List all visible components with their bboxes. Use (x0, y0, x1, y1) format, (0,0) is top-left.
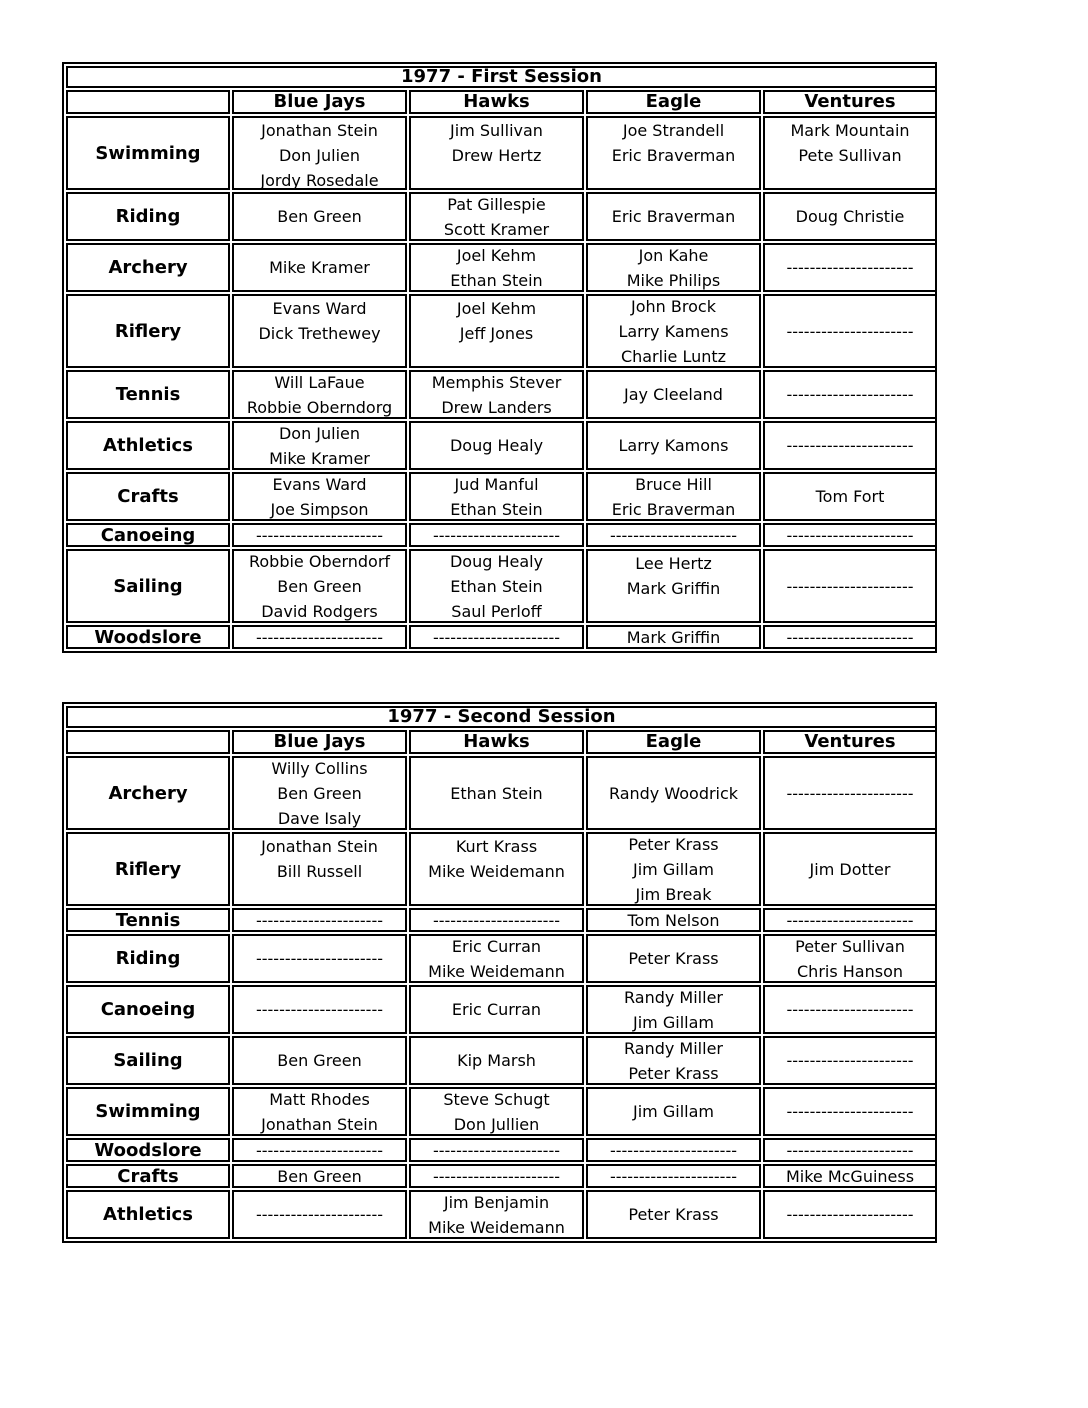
first-session-table (62, 62, 937, 653)
camper-name: Ben Green (277, 783, 362, 803)
roster-cell (232, 1138, 407, 1162)
camper-name: ---------------------- (432, 627, 560, 647)
roster-cell (763, 985, 937, 1034)
camper-name: Joe Strandell (622, 121, 725, 140)
roster-cell (763, 1138, 937, 1162)
roster-cell (409, 756, 584, 830)
header-blank-cell (66, 90, 230, 114)
roster-cell (763, 243, 937, 292)
column-header: Ventures (763, 90, 937, 114)
camper-name: ---------------------- (786, 1051, 914, 1070)
camper-name: ---------------------- (432, 1140, 560, 1160)
roster-cell (586, 116, 761, 190)
column-header: Hawks (409, 90, 584, 114)
roster-cell (232, 908, 407, 932)
camper-name: Joe Simpson (270, 499, 369, 519)
session-title: 1977 - Second Session (66, 706, 937, 728)
roster-cell (409, 294, 584, 368)
camper-name: Ethan Stein (450, 783, 543, 803)
camper-name: Jim Gillam (633, 1012, 714, 1032)
camper-name: Joel Kehm (456, 245, 537, 265)
roster-cell (409, 908, 584, 932)
camper-name: Jonathan Stein (261, 837, 378, 856)
camper-name: Eric Braverman (611, 207, 736, 226)
camper-name: ---------------------- (255, 525, 383, 545)
activity-label: Tennis (66, 370, 230, 419)
camper-name: Eric Curran (451, 936, 542, 956)
roster-cell (586, 756, 761, 830)
activity-label: Tennis (66, 908, 230, 932)
roster-cell (586, 832, 761, 906)
camper-name: Matt Rhodes (269, 1089, 370, 1109)
camper-name: Jim Break (635, 884, 712, 904)
roster-cell (232, 832, 407, 906)
roster-cell (232, 243, 407, 292)
camper-name: ---------------------- (786, 321, 914, 341)
roster-cell (763, 1036, 937, 1085)
activity-label: Canoeing (66, 523, 230, 547)
camper-name: Drew Landers (441, 397, 552, 417)
roster-cell (232, 192, 407, 241)
camper-name: Joel Kehm (456, 299, 537, 318)
camper-name: Dave Isaly (277, 808, 362, 828)
camper-name: Peter Krass (628, 834, 719, 854)
camper-name: Ben Green (277, 207, 362, 226)
camper-name: Doug Healy (449, 551, 544, 571)
roster-cell (409, 1190, 584, 1239)
roster-cell (232, 1036, 407, 1085)
roster-cell (409, 985, 584, 1034)
camper-name: Mark Mountain (790, 121, 910, 140)
activity-label: Canoeing (66, 985, 230, 1034)
roster-cell (586, 523, 761, 547)
activity-label: Woodslore (66, 625, 230, 649)
roster-cell (763, 1164, 937, 1188)
camper-name: ---------------------- (786, 627, 914, 647)
camper-name: ---------------------- (786, 576, 914, 596)
roster-cell (586, 1138, 761, 1162)
camper-name: Eric Braverman (611, 499, 736, 519)
roster-cell (586, 370, 761, 419)
activity-label: Sailing (66, 549, 230, 623)
camper-name: David Rodgers (261, 601, 378, 621)
roster-cell (232, 523, 407, 547)
roster-cell (586, 421, 761, 470)
camper-name: Randy Woodrick (608, 783, 739, 803)
camper-name: Will LaFaue (274, 372, 365, 392)
camper-name: Kurt Krass (455, 837, 538, 856)
roster-cell (586, 192, 761, 241)
roster-cell (586, 1164, 761, 1188)
activity-label: Woodslore (66, 1138, 230, 1162)
activity-label: Riflery (66, 832, 230, 906)
camper-name: Charlie Luntz (620, 346, 727, 366)
camper-name: ---------------------- (255, 1000, 383, 1019)
roster-cell (763, 421, 937, 470)
roster-cell (586, 1036, 761, 1085)
camper-name: ---------------------- (786, 910, 914, 930)
camper-name: Memphis Stever (431, 372, 562, 392)
roster-cell (763, 192, 937, 241)
roster-cell (232, 116, 407, 190)
camper-name: ---------------------- (786, 1000, 914, 1019)
roster-cell (586, 985, 761, 1034)
camper-name: Jon Kahe (638, 245, 709, 265)
camper-name: ---------------------- (255, 627, 383, 647)
camper-name: Steve Schugt (443, 1089, 550, 1109)
camper-name: ---------------------- (786, 258, 914, 277)
camper-name: Kip Marsh (457, 1051, 536, 1070)
camper-name: Don Julien (278, 146, 361, 165)
activity-label: Archery (66, 756, 230, 830)
camper-name: ---------------------- (432, 910, 560, 930)
camper-name: Jay Cleeland (624, 385, 723, 404)
roster-cell (409, 472, 584, 521)
roster-cell (232, 421, 407, 470)
roster-cell (232, 756, 407, 830)
camper-name: Tom Nelson (627, 910, 720, 930)
roster-cell (586, 472, 761, 521)
camper-name: Robbie Oberndorf (248, 551, 391, 571)
roster-cell (586, 1190, 761, 1239)
second-session-table (62, 702, 937, 1243)
roster-cell (763, 1087, 937, 1136)
column-header: Hawks (409, 730, 584, 754)
camper-name: Peter Krass (628, 949, 719, 968)
camper-name: Jonathan Stein (261, 121, 378, 140)
column-header: Eagle (586, 90, 761, 114)
camper-name: ---------------------- (609, 1140, 737, 1160)
camper-name: ---------------------- (255, 910, 383, 930)
camper-name: Pete Sullivan (798, 146, 902, 165)
roster-cell (232, 1190, 407, 1239)
roster-cell (763, 908, 937, 932)
camper-name: ---------------------- (786, 1102, 914, 1121)
camper-name: Drew Hertz (451, 146, 542, 165)
camper-name: ---------------------- (786, 525, 914, 545)
roster-cell (409, 934, 584, 983)
camper-name: ---------------------- (786, 783, 914, 803)
roster-cell (763, 832, 937, 906)
roster-cell (409, 192, 584, 241)
roster-cell (763, 756, 937, 830)
camper-name: Eric Braverman (611, 146, 736, 165)
roster-cell (409, 1036, 584, 1085)
roster-cell (232, 472, 407, 521)
camper-name: ---------------------- (255, 1140, 383, 1160)
camper-name: Eric Curran (451, 1000, 542, 1019)
roster-cell (586, 294, 761, 368)
camper-name: Ethan Stein (450, 499, 543, 519)
roster-cell (409, 421, 584, 470)
roster-cell (763, 549, 937, 623)
camper-name: ---------------------- (609, 1166, 737, 1186)
camper-name: ---------------------- (432, 525, 560, 545)
roster-cell (763, 370, 937, 419)
activity-label: Sailing (66, 1036, 230, 1085)
activity-label: Swimming (66, 116, 230, 190)
camper-name: ---------------------- (255, 949, 383, 968)
activity-label: Crafts (66, 472, 230, 521)
roster-cell (763, 1190, 937, 1239)
camper-name: Ben Green (277, 1051, 362, 1070)
roster-cell (586, 934, 761, 983)
roster-cell (763, 625, 937, 649)
roster-cell (586, 625, 761, 649)
camper-name: Jud Manful (454, 474, 539, 494)
roster-cell (232, 294, 407, 368)
camper-name: ---------------------- (786, 385, 914, 404)
camper-name: Peter Krass (628, 1205, 719, 1224)
camper-name: Mike Philips (626, 270, 721, 290)
column-header: Blue Jays (232, 730, 407, 754)
camper-name: Jim Gillam (633, 859, 714, 879)
camper-name: Mike McGuiness (785, 1166, 915, 1186)
camper-name: Mark Griffin (626, 627, 721, 647)
activity-label: Athletics (66, 421, 230, 470)
camper-name: Mike Kramer (269, 258, 370, 277)
camper-name: Scott Kramer (443, 219, 550, 239)
activity-label: Athletics (66, 1190, 230, 1239)
roster-cell (409, 523, 584, 547)
camper-name: Randy Miller (624, 1038, 723, 1058)
roster-cell (232, 625, 407, 649)
camper-name: Don Julien (278, 423, 361, 443)
camper-name: ---------------------- (786, 436, 914, 455)
camper-name: Mark Griffin (626, 579, 721, 598)
camper-name: Don Jullien (453, 1114, 540, 1134)
camper-name: Bill Russell (276, 862, 363, 881)
camper-name: Jonathan Stein (261, 1114, 378, 1134)
camper-name: ---------------------- (609, 525, 737, 545)
camper-name: Jim Benjamin (443, 1192, 550, 1212)
roster-cell (586, 243, 761, 292)
camper-name: Peter Sullivan (795, 936, 905, 956)
camper-name: Larry Kamens (618, 321, 729, 341)
activity-label: Swimming (66, 1087, 230, 1136)
camper-name: Jim Dotter (809, 859, 891, 879)
roster-cell (232, 1087, 407, 1136)
camper-name: Jim Gillam (633, 1102, 714, 1121)
roster-cell (586, 1087, 761, 1136)
column-header: Eagle (586, 730, 761, 754)
roster-cell (232, 1164, 407, 1188)
activity-label: Riding (66, 192, 230, 241)
camper-name: Doug Healy (449, 436, 544, 455)
camper-name: Evans Ward (272, 474, 367, 494)
camper-name: Chris Hanson (797, 961, 903, 981)
roster-cell (763, 116, 937, 190)
camper-name: Robbie Oberndorg (246, 397, 393, 417)
camper-name: Jordy Rosedale (260, 171, 379, 190)
camper-name: Dick Trethewey (258, 324, 381, 343)
camper-name: Peter Krass (628, 1063, 719, 1083)
roster-cell (409, 549, 584, 623)
camper-name: Saul Perloff (451, 601, 542, 621)
activity-label: Riding (66, 934, 230, 983)
camper-name: Ben Green (277, 576, 362, 596)
camper-name: Mike Weidemann (428, 961, 565, 981)
camper-name: Willy Collins (271, 758, 368, 778)
roster-cell (586, 908, 761, 932)
roster-cell (409, 1087, 584, 1136)
activity-label: Riflery (66, 294, 230, 368)
camper-name: ---------------------- (255, 1205, 383, 1224)
camper-name: Lee Hertz (635, 554, 712, 573)
roster-cell (232, 549, 407, 623)
roster-cell (763, 294, 937, 368)
roster-cell (232, 370, 407, 419)
camper-name: Tom Fort (815, 487, 885, 506)
camper-name: ---------------------- (432, 1166, 560, 1186)
camper-name: Ethan Stein (450, 576, 543, 596)
roster-cell (409, 116, 584, 190)
camper-name: Randy Miller (624, 987, 723, 1007)
roster-cell (409, 832, 584, 906)
roster-cell (232, 934, 407, 983)
roster-cell (763, 472, 937, 521)
camper-name: Evans Ward (272, 299, 367, 318)
camper-name: Mike Kramer (269, 448, 370, 468)
camper-name: Mike Weidemann (428, 862, 565, 881)
camper-name: Bruce Hill (635, 474, 712, 494)
activity-label: Crafts (66, 1164, 230, 1188)
roster-cell (409, 243, 584, 292)
camper-name: Jeff Jones (459, 324, 534, 343)
header-blank-cell (66, 730, 230, 754)
session-title: 1977 - First Session (66, 66, 937, 88)
camper-name: ---------------------- (786, 1205, 914, 1224)
camper-name: Doug Christie (795, 207, 905, 226)
roster-cell (586, 549, 761, 623)
roster-cell (409, 1138, 584, 1162)
camper-name: Pat Gillespie (447, 194, 546, 214)
roster-cell (763, 523, 937, 547)
camper-name: Larry Kamons (618, 436, 729, 455)
column-header: Blue Jays (232, 90, 407, 114)
camper-name: Ben Green (277, 1166, 362, 1186)
roster-cell (409, 1164, 584, 1188)
roster-cell (763, 934, 937, 983)
activity-label: Archery (66, 243, 230, 292)
camper-name: John Brock (631, 296, 716, 316)
roster-cell (409, 370, 584, 419)
roster-cell (409, 625, 584, 649)
camper-name: Ethan Stein (450, 270, 543, 290)
camper-name: Jim Sullivan (450, 121, 543, 140)
camper-name: ---------------------- (786, 1140, 914, 1160)
column-header: Ventures (763, 730, 937, 754)
roster-cell (232, 985, 407, 1034)
camper-name: Mike Weidemann (428, 1217, 565, 1237)
